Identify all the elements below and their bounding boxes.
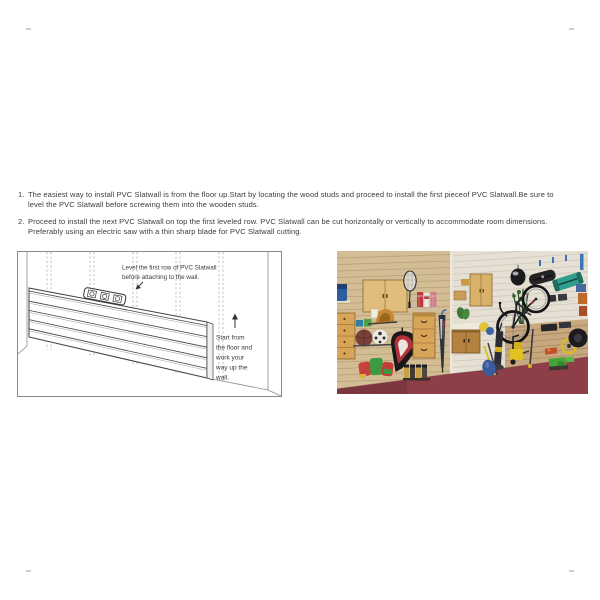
start-note-line2: the floor and — [216, 344, 253, 352]
wire-basket-cans — [415, 292, 437, 309]
start-note-line3: work your — [216, 354, 245, 362]
crop-mark — [26, 570, 31, 572]
start-note-line1: Start from — [216, 334, 245, 342]
blower-wheel — [569, 329, 588, 348]
garage-photo-figure — [337, 251, 588, 394]
instruction-number: 1. — [18, 190, 25, 199]
wall-cabinet — [363, 280, 407, 312]
instruction-item — [18, 190, 574, 211]
up-arrow — [232, 314, 238, 329]
corner-trim — [450, 251, 453, 374]
base-cabinet — [452, 330, 480, 353]
basketball — [356, 330, 373, 347]
start-note-line4: way up the — [216, 364, 248, 372]
bottle-shelf — [403, 365, 430, 381]
drawer-unit-left — [337, 313, 355, 359]
instruction-number: 2. — [18, 216, 25, 226]
soccer-ball — [373, 330, 388, 345]
installation-diagram-figure — [17, 251, 282, 397]
installation-diagram — [18, 252, 281, 396]
level-note-line1: Level the first row of PVC Slatwall — [122, 264, 217, 272]
upper-cabinet-right — [470, 274, 492, 306]
instruction-item — [18, 217, 574, 238]
small-shelf-box — [454, 291, 466, 300]
crop-mark — [26, 28, 31, 30]
mini-sign — [461, 279, 469, 286]
installation-instructions — [18, 190, 574, 243]
level-note-line2: before attaching to the wall. — [122, 274, 200, 281]
start-note-line5: wall. — [216, 374, 230, 382]
garage-photo — [337, 251, 588, 394]
instruction-text: Proceed to install the next PVC Slatwall on top the first leveled row. PVC Slatwall can be cut horizontally or vertically to accommodate room dimensions. Preferably using an electric saw with a thin sharp blade for PVC Slatwall cutting. — [28, 216, 548, 236]
drawer-unit-right — [413, 313, 435, 358]
crop-mark — [569, 570, 574, 572]
level-note-arrow — [136, 282, 144, 290]
instruction-text: The easiest way to install PVC Slatwall is from the floor up.Start by locating the wood studs and proceed to install the first pieceof PVC Slatwall.Be sure to level the PVC Slatwall before screwing them into the wooden studs. — [28, 190, 554, 210]
crop-mark — [569, 28, 574, 30]
